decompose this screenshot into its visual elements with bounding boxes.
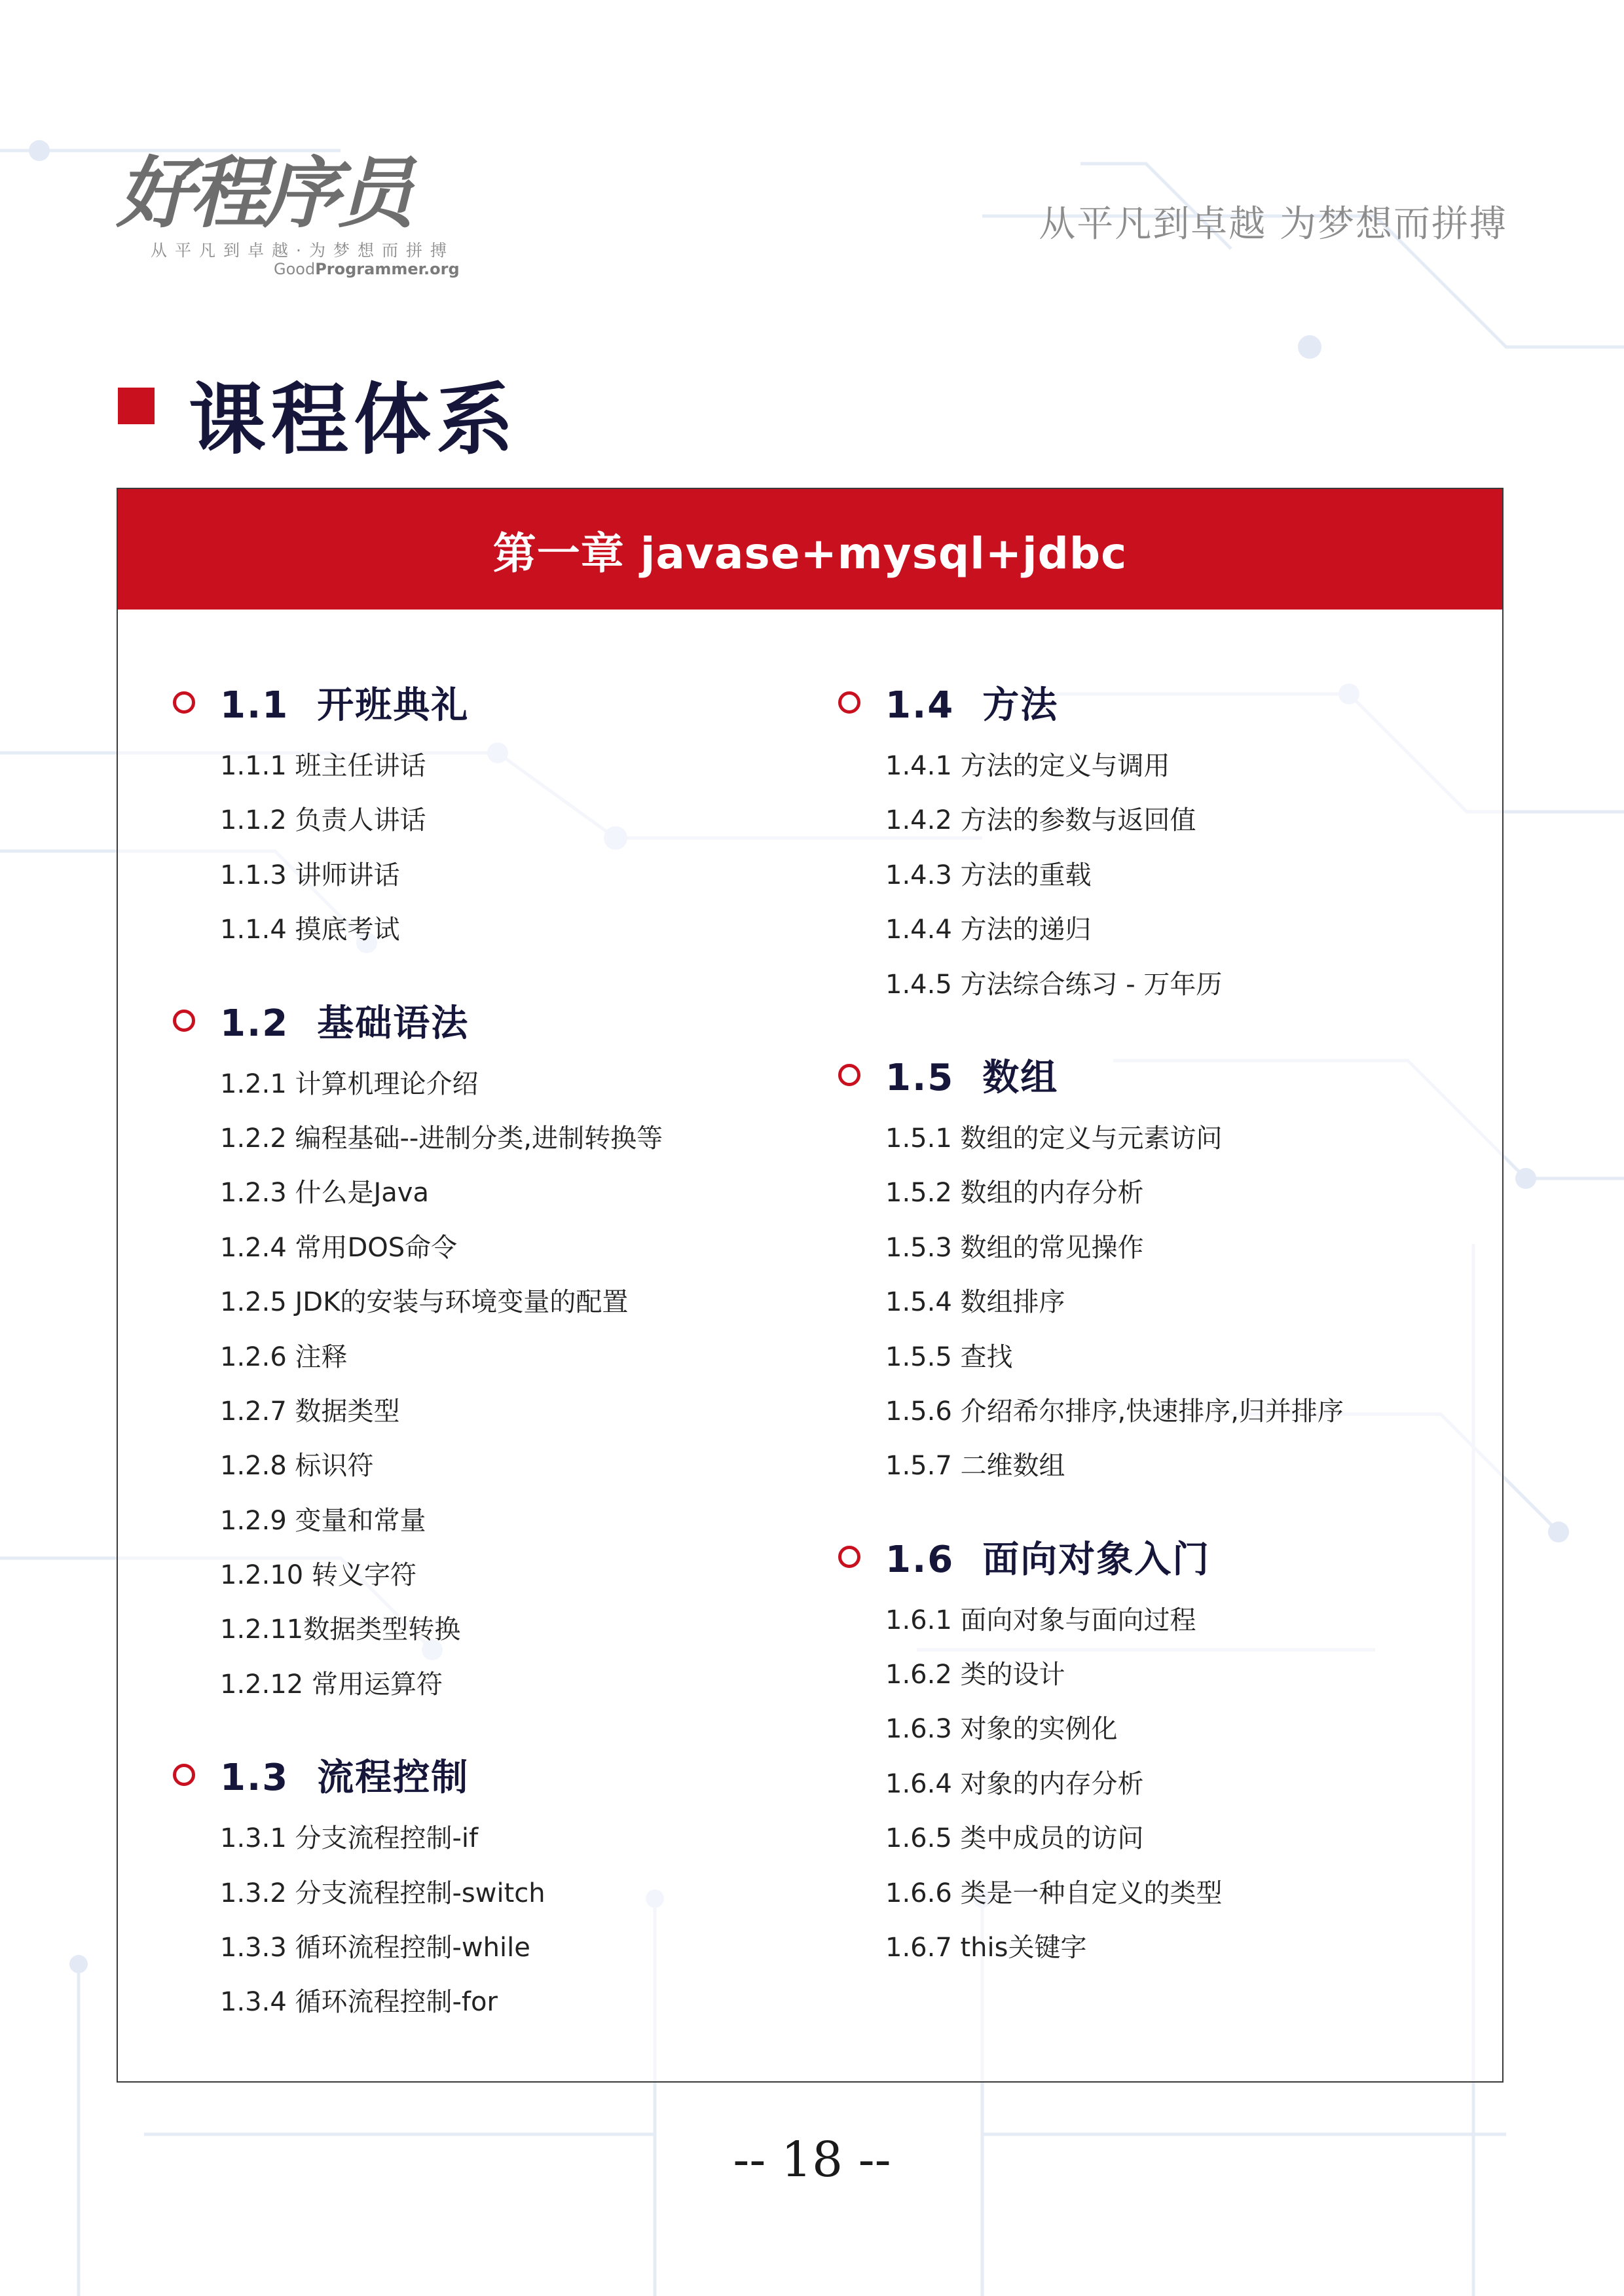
section-1-3 xyxy=(173,1738,663,2030)
list-item: 1.5.6 介绍希尔排序,快速排序,归并排序 xyxy=(885,1396,1344,1427)
list-item: 1.2.9 变量和常量 xyxy=(220,1505,426,1536)
list-item: 1.2.11数据类型转换 xyxy=(220,1614,461,1645)
list-item: 1.3.3 循环流程控制-while xyxy=(220,1933,530,1963)
section-1-6 xyxy=(838,1520,1344,1976)
circle-bullet-icon xyxy=(838,1546,860,1568)
section-1-4 xyxy=(838,666,1344,1012)
list-item: 1.5.2 数组的内存分析 xyxy=(885,1178,1144,1209)
list-item: 1.6.6 类是一种自定义的类型 xyxy=(885,1878,1223,1908)
list-item: 1.2.8 标识符 xyxy=(220,1451,374,1482)
logo-wordmark: 好程序员 xyxy=(117,148,411,238)
right-column xyxy=(838,666,1344,1975)
list-item: 1.2.2 编程基础--进制分类,进制转换等 xyxy=(220,1123,663,1154)
list-item: 1.1.3 讲师讲话 xyxy=(220,860,400,890)
section-heading xyxy=(838,1520,1344,1594)
list-item: 1.2.10 转义字符 xyxy=(220,1560,416,1591)
section-1-5 xyxy=(838,1038,1344,1494)
list-item: 1.6.4 对象的内存分析 xyxy=(885,1768,1144,1799)
section-heading xyxy=(838,1038,1344,1112)
list-item: 1.2.1 计算机理论介绍 xyxy=(220,1068,479,1099)
list-item: 1.2.4 常用DOS命令 xyxy=(220,1232,458,1263)
list-item: 1.6.2 类的设计 xyxy=(885,1660,1065,1690)
circle-bullet-icon xyxy=(838,691,860,714)
list-item: 1.4.5 方法综合练习 - 万年历 xyxy=(885,969,1223,1000)
section-title: 1.5 数组 xyxy=(885,1056,1059,1099)
chapter-header xyxy=(118,489,1502,610)
section-title: 1.1 开班典礼 xyxy=(220,684,470,727)
logo-slogan: 从平凡到卓越·为梦想而拼搏 xyxy=(151,241,454,260)
list-item: 1.3.1 分支流程控制-if xyxy=(220,1823,479,1854)
logo-url-bold: Programmer.org xyxy=(315,260,460,278)
list-item: 1.5.7 二维数组 xyxy=(885,1451,1065,1482)
list-item: 1.5.5 查找 xyxy=(885,1341,1013,1372)
list-item: 1.3.4 循环流程控制-for xyxy=(220,1987,498,2018)
list-item: 1.2.6 注释 xyxy=(220,1341,348,1372)
section-title: 1.6 面向对象入门 xyxy=(885,1538,1211,1581)
chapter-box xyxy=(117,488,1504,2083)
logo-url xyxy=(274,260,460,278)
list-item: 1.4.1 方法的定义与调用 xyxy=(885,751,1170,781)
list-item: 1.6.1 面向对象与面向过程 xyxy=(885,1605,1196,1635)
list-item: 1.5.1 数组的定义与元素访问 xyxy=(885,1123,1223,1154)
list-item: 1.6.3 对象的实例化 xyxy=(885,1714,1118,1745)
list-item: 1.1.1 班主任讲话 xyxy=(220,751,426,781)
list-item: 1.4.3 方法的重载 xyxy=(885,860,1092,890)
section-title: 1.4 方法 xyxy=(885,684,1059,727)
title-marker xyxy=(118,388,155,424)
page-header xyxy=(0,0,1624,314)
circle-bullet-icon xyxy=(173,691,195,714)
section-heading xyxy=(173,1738,663,1812)
left-column xyxy=(173,666,663,2030)
list-item: 1.5.4 数组排序 xyxy=(885,1287,1065,1318)
section-1-2 xyxy=(173,984,663,1713)
list-item: 1.5.3 数组的常见操作 xyxy=(885,1232,1144,1263)
section-title: 1.2 基础语法 xyxy=(220,1002,470,1045)
chapter-title: 第一章 javase+mysql+jdbc xyxy=(492,528,1128,579)
list-item: 1.2.7 数据类型 xyxy=(220,1396,400,1427)
logo-url-prefix: Good xyxy=(274,260,316,278)
list-item: 1.4.4 方法的递归 xyxy=(885,915,1092,945)
circle-bullet-icon xyxy=(173,1010,195,1032)
circle-bullet-icon xyxy=(173,1764,195,1786)
list-item: 1.3.2 分支流程控制-switch xyxy=(220,1878,545,1908)
page-number: -- 18 -- xyxy=(733,2132,891,2188)
section-heading xyxy=(173,666,663,739)
circle-bullet-icon xyxy=(838,1064,860,1086)
list-item: 1.2.3 什么是Java xyxy=(220,1178,429,1209)
list-item: 1.2.12 常用运算符 xyxy=(220,1669,443,1700)
list-item: 1.6.7 this关键字 xyxy=(885,1933,1087,1963)
section-heading xyxy=(838,666,1344,739)
section-heading xyxy=(173,984,663,1057)
list-item: 1.1.2 负责人讲话 xyxy=(220,805,426,836)
list-item: 1.4.2 方法的参数与返回值 xyxy=(885,805,1196,836)
section-title: 1.3 流程控制 xyxy=(220,1757,470,1800)
section-1-1 xyxy=(173,666,663,958)
header-tagline: 从平凡到卓越 为梦想而拼搏 xyxy=(1039,203,1507,246)
list-item: 1.2.5 JDK的安装与环境变量的配置 xyxy=(220,1287,629,1318)
brand-logo xyxy=(117,147,460,285)
page-title: 课程体系 xyxy=(189,374,519,465)
list-item: 1.6.5 类中成员的访问 xyxy=(885,1823,1144,1854)
list-item: 1.1.4 摸底考试 xyxy=(220,915,400,945)
